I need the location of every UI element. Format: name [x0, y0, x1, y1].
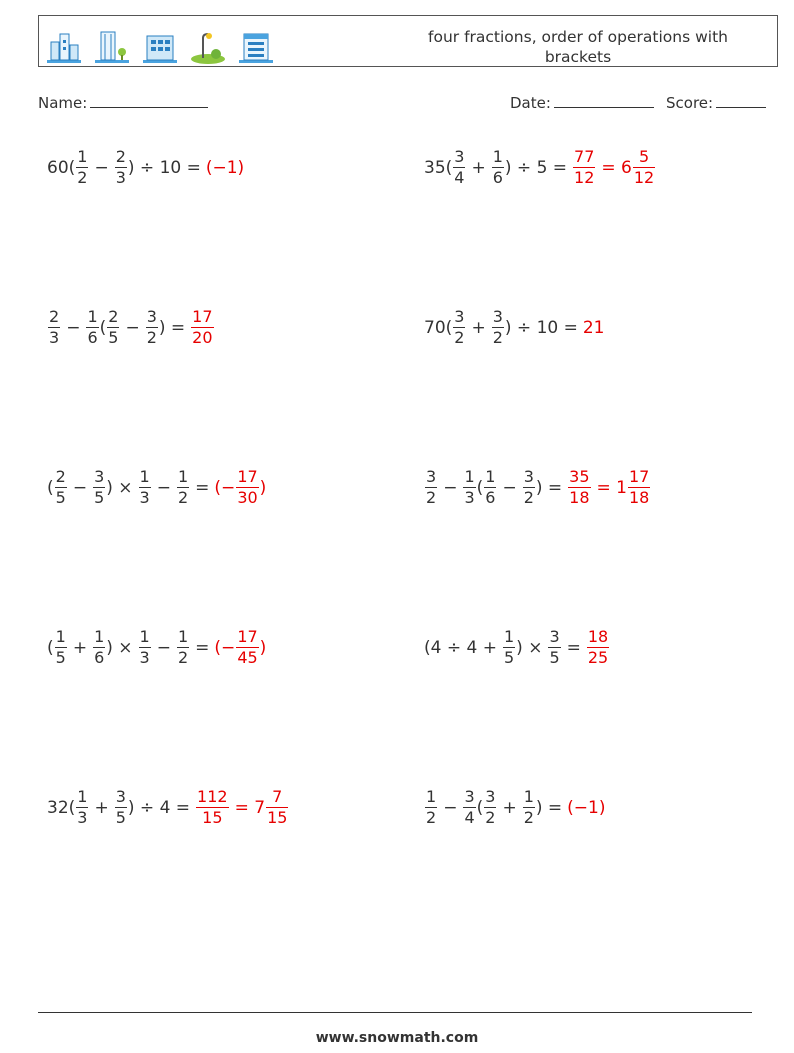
office-tower-tree-icon — [93, 30, 131, 64]
problem-8: (4 ÷ 4 + $\frac{1}{5}$ ) × $\frac{3}{5}$ = $\frac{18}{25}$ — [424, 627, 609, 667]
worksheet-header — [38, 15, 778, 67]
answer-sign: (− — [214, 637, 236, 658]
answer-fraction: $\frac{17}{18}$ — [629, 467, 650, 507]
park-lamp-icon — [189, 30, 227, 64]
answer-fraction: $\frac{5}{12}$ — [633, 147, 655, 187]
answer-fraction: $\frac{7}{15}$ — [267, 787, 288, 827]
answer-mixed: = 6 — [601, 157, 632, 178]
problem-10: $\frac{1}{2}$ − $\frac{3}{4}$ ( $\frac{3}{2}$ + $\frac{1}{2}$ ) = (−1) — [426, 787, 606, 827]
office-building-icon — [141, 30, 179, 64]
date-label: Date: — [510, 94, 551, 112]
header-icons — [45, 24, 275, 64]
problem-4: 70( $\frac{3}{2}$ + $\frac{3}{2}$ ) ÷ 10 = 21 — [424, 307, 605, 347]
fraction: $\frac{3}{2}$ — [485, 787, 496, 827]
fraction: $\frac{1}{2}$ — [523, 787, 534, 827]
fraction: $\frac{3}{2}$ — [454, 307, 465, 347]
fraction: $\frac{1}{5}$ — [55, 627, 66, 667]
fraction: $\frac{1}{2}$ — [177, 627, 189, 667]
name-blank[interactable] — [90, 93, 208, 108]
fraction: $\frac{3}{2}$ — [426, 467, 437, 507]
problem-1: 60( $\frac{1}{2}$ − $\frac{2}{3}$ ) ÷ 10 = (−1) — [47, 147, 245, 187]
fraction: $\frac{3}{5}$ — [549, 627, 560, 667]
answer-fraction: $\frac{17}{30}$ — [237, 467, 258, 507]
date-field — [510, 93, 654, 112]
fraction: $\frac{1}{2}$ — [426, 787, 437, 827]
fraction: $\frac{2}{3}$ — [49, 307, 60, 347]
office-block-icon — [237, 30, 275, 64]
fraction: $\frac{2}{5}$ — [55, 467, 66, 507]
fraction: $\frac{1}{5}$ — [503, 627, 515, 667]
fraction: $\frac{3}{5}$ — [115, 787, 126, 827]
problem-2: 35( $\frac{3}{4}$ + $\frac{1}{6}$ ) ÷ 5 = $\frac{77}{12}$ = 6 $\frac{5}{12}$ — [424, 147, 655, 187]
score-blank[interactable] — [716, 93, 766, 108]
answer-mixed: = 1 — [596, 477, 627, 498]
answer-mixed: = 7 — [234, 797, 266, 818]
fraction: $\frac{1}{3}$ — [77, 787, 88, 827]
answer: (−1) — [205, 157, 245, 178]
date-blank[interactable] — [554, 93, 654, 108]
problem-7: ( $\frac{1}{5}$ + $\frac{1}{6}$ ) × $\frac{1}{3}$ − $\frac{1}{2}$ = (− $\frac{17}{45}$ ) — [47, 627, 267, 667]
city-buildings-icon — [45, 30, 83, 64]
name-field — [38, 93, 208, 112]
fraction: $\frac{1}{3}$ — [464, 467, 475, 507]
footer-divider — [38, 1012, 752, 1013]
fraction: $\frac{1}{6}$ — [94, 627, 105, 667]
fraction: $\frac{1}{6}$ — [485, 467, 496, 507]
problem-9: 32( $\frac{1}{3}$ + $\frac{3}{5}$ ) ÷ 4 = $\frac{112}{15}$ = 7 $\frac{7}{15}$ — [47, 787, 288, 827]
answer-fraction: $\frac{18}{25}$ — [587, 627, 609, 667]
fraction: $\frac{1}{3}$ — [139, 627, 150, 667]
fraction: $\frac{2}{5}$ — [108, 307, 119, 347]
worksheet-title: four fractions, order of operations with brackets — [428, 28, 728, 66]
answer-fraction: $\frac{17}{20}$ — [192, 307, 213, 347]
answer-fraction: $\frac{112}{15}$ — [197, 787, 228, 827]
fraction: $\frac{3}{4}$ — [454, 147, 465, 187]
fraction: $\frac{1}{2}$ — [77, 147, 88, 187]
problem-3: $\frac{2}{3}$ − $\frac{1}{6}$ ( $\frac{2}{5}$ − $\frac{3}{2}$ ) = $\frac{17}{20}$ — [49, 307, 213, 347]
answer-fraction: $\frac{77}{12}$ — [574, 147, 595, 187]
fraction: $\frac{1}{6}$ — [87, 307, 98, 347]
fraction: $\frac{3}{4}$ — [464, 787, 475, 827]
score-label: Score: — [666, 94, 714, 112]
fraction: $\frac{2}{3}$ — [115, 147, 126, 187]
fraction: $\frac{1}{6}$ — [492, 147, 503, 187]
name-label: Name: — [38, 94, 88, 112]
footer-url[interactable]: www.snowmath.com — [315, 1030, 479, 1046]
fraction: $\frac{1}{2}$ — [177, 467, 189, 507]
problem-6: $\frac{3}{2}$ − $\frac{1}{3}$ ( $\frac{1}{6}$ − $\frac{3}{2}$ ) = $\frac{35}{18}$ = 1 $\frac{17}{18}$ — [426, 467, 650, 507]
answer-fraction: $\frac{17}{45}$ — [237, 627, 258, 667]
answer-sign: (− — [214, 477, 236, 498]
score-field — [666, 93, 766, 112]
problem-5: ( $\frac{2}{5}$ − $\frac{3}{5}$ ) × $\frac{1}{3}$ − $\frac{1}{2}$ = (− $\frac{17}{30}$ ) — [47, 467, 267, 507]
answer: (−1) — [567, 797, 606, 818]
fraction: $\frac{3}{5}$ — [94, 467, 105, 507]
fraction: $\frac{3}{2}$ — [146, 307, 157, 347]
fraction: $\frac{1}{3}$ — [139, 467, 150, 507]
fraction: $\frac{3}{2}$ — [523, 467, 534, 507]
fraction: $\frac{3}{2}$ — [492, 307, 503, 347]
answer: 21 — [582, 317, 605, 338]
answer-fraction: $\frac{35}{18}$ — [569, 467, 590, 507]
